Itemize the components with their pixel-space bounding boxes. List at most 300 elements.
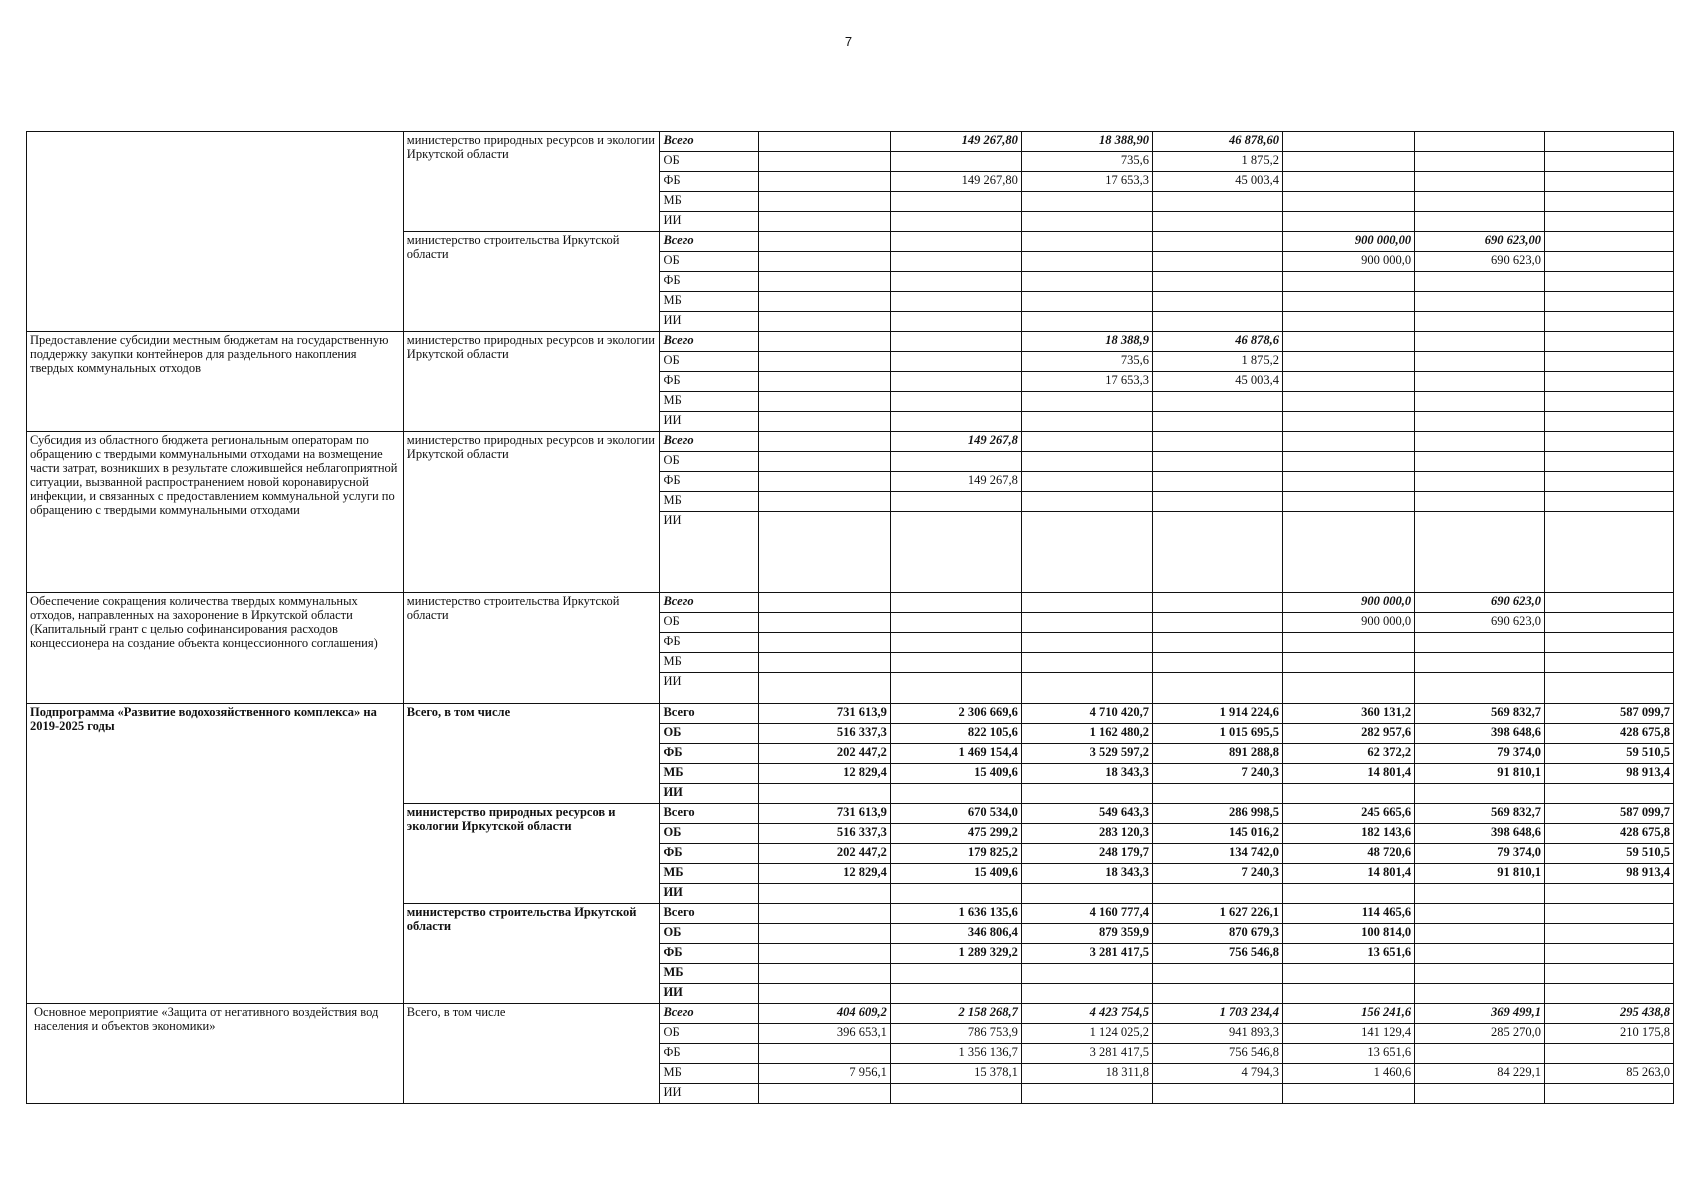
amount-cell: 179 825,2 bbox=[890, 844, 1021, 864]
amount-cell: 516 337,3 bbox=[758, 724, 890, 744]
executor-cell: Всего, в том числе bbox=[403, 1004, 660, 1104]
funding-source-label: МБ bbox=[660, 192, 758, 212]
amount-cell bbox=[890, 884, 1021, 904]
amount-cell: 369 499,1 bbox=[1415, 1004, 1545, 1024]
funding-source-label: ФБ bbox=[660, 844, 758, 864]
amount-cell: 1 703 234,4 bbox=[1152, 1004, 1282, 1024]
amount-cell bbox=[1021, 412, 1152, 432]
amount-cell bbox=[1415, 452, 1545, 472]
amount-cell: 396 653,1 bbox=[758, 1024, 890, 1044]
amount-cell bbox=[1282, 292, 1414, 312]
amount-cell: 114 465,6 bbox=[1282, 904, 1414, 924]
amount-cell bbox=[1415, 292, 1545, 312]
amount-cell bbox=[1282, 192, 1414, 212]
amount-cell: 398 648,6 bbox=[1415, 824, 1545, 844]
amount-cell bbox=[890, 653, 1021, 673]
amount-cell bbox=[1282, 512, 1414, 593]
amount-cell: 85 263,0 bbox=[1545, 1064, 1674, 1084]
amount-cell bbox=[890, 984, 1021, 1004]
amount-cell bbox=[1545, 172, 1674, 192]
amount-cell bbox=[1415, 512, 1545, 593]
amount-cell: 84 229,1 bbox=[1415, 1064, 1545, 1084]
amount-cell: 1 124 025,2 bbox=[1021, 1024, 1152, 1044]
amount-cell bbox=[890, 232, 1021, 252]
amount-cell bbox=[758, 212, 890, 232]
activity-description-cell bbox=[27, 132, 404, 332]
amount-cell bbox=[1545, 944, 1674, 964]
funding-source-label: ФБ bbox=[660, 272, 758, 292]
amount-cell bbox=[1152, 673, 1282, 704]
amount-cell bbox=[1021, 613, 1152, 633]
amount-cell: 15 378,1 bbox=[890, 1064, 1021, 1084]
amount-cell: 428 675,8 bbox=[1545, 724, 1674, 744]
amount-cell: 134 742,0 bbox=[1152, 844, 1282, 864]
amount-cell: 295 438,8 bbox=[1545, 1004, 1674, 1024]
amount-cell: 18 343,3 bbox=[1021, 864, 1152, 884]
funding-source-label: ИИ bbox=[660, 884, 758, 904]
amount-cell: 46 878,60 bbox=[1152, 132, 1282, 152]
amount-cell bbox=[890, 212, 1021, 232]
amount-cell bbox=[758, 332, 890, 352]
amount-cell bbox=[1282, 332, 1414, 352]
amount-cell bbox=[1545, 232, 1674, 252]
amount-cell: 145 016,2 bbox=[1152, 824, 1282, 844]
amount-cell: 549 643,3 bbox=[1021, 804, 1152, 824]
amount-cell bbox=[1282, 472, 1414, 492]
funding-source-label: ФБ bbox=[660, 372, 758, 392]
executor-cell: министерство строительства Иркутской области bbox=[403, 232, 660, 332]
funding-source-label: ИИ bbox=[660, 512, 758, 593]
funding-source-label: Всего bbox=[660, 804, 758, 824]
amount-cell: 1 469 154,4 bbox=[890, 744, 1021, 764]
amount-cell bbox=[1282, 152, 1414, 172]
amount-cell bbox=[758, 172, 890, 192]
amount-cell bbox=[758, 492, 890, 512]
executor-cell: министерство природных ресурсов и экологии Иркутской области bbox=[403, 432, 660, 593]
amount-cell bbox=[1545, 472, 1674, 492]
amount-cell bbox=[890, 593, 1021, 613]
amount-cell bbox=[758, 512, 890, 593]
amount-cell bbox=[758, 432, 890, 452]
amount-cell: 13 651,6 bbox=[1282, 944, 1414, 964]
amount-cell bbox=[890, 964, 1021, 984]
amount-cell: 900 000,0 bbox=[1282, 613, 1414, 633]
amount-cell bbox=[890, 332, 1021, 352]
amount-cell: 1 914 224,6 bbox=[1152, 704, 1282, 724]
amount-cell bbox=[1545, 372, 1674, 392]
funding-source-label: ИИ bbox=[660, 412, 758, 432]
amount-cell: 1 356 136,7 bbox=[890, 1044, 1021, 1064]
amount-cell bbox=[1021, 252, 1152, 272]
amount-cell bbox=[1545, 924, 1674, 944]
amount-cell bbox=[890, 312, 1021, 332]
amount-cell bbox=[1545, 904, 1674, 924]
amount-cell bbox=[758, 272, 890, 292]
amount-cell bbox=[1282, 633, 1414, 653]
amount-cell bbox=[1021, 432, 1152, 452]
amount-cell: 786 753,9 bbox=[890, 1024, 1021, 1044]
amount-cell bbox=[1152, 292, 1282, 312]
amount-cell: 12 829,4 bbox=[758, 864, 890, 884]
amount-cell: 46 878,6 bbox=[1152, 332, 1282, 352]
amount-cell bbox=[890, 784, 1021, 804]
activity-description-cell: Подпрограмма «Развитие водохозяйственного комплекса» на 2019-2025 годы bbox=[27, 704, 404, 1004]
amount-cell bbox=[1021, 984, 1152, 1004]
amount-cell: 516 337,3 bbox=[758, 824, 890, 844]
funding-source-label: Всего bbox=[660, 904, 758, 924]
funding-source-label: ОБ bbox=[660, 252, 758, 272]
amount-cell bbox=[1415, 432, 1545, 452]
amount-cell bbox=[1152, 272, 1282, 292]
amount-cell bbox=[1021, 653, 1152, 673]
funding-source-label: ОБ bbox=[660, 452, 758, 472]
amount-cell bbox=[890, 452, 1021, 472]
amount-cell: 1 636 135,6 bbox=[890, 904, 1021, 924]
amount-cell bbox=[1545, 784, 1674, 804]
amount-cell bbox=[1545, 312, 1674, 332]
amount-cell: 360 131,2 bbox=[1282, 704, 1414, 724]
funding-source-label: ИИ bbox=[660, 984, 758, 1004]
amount-cell: 62 372,2 bbox=[1282, 744, 1414, 764]
amount-cell bbox=[1152, 472, 1282, 492]
amount-cell bbox=[890, 192, 1021, 212]
funding-source-label: ИИ bbox=[660, 784, 758, 804]
amount-cell bbox=[1545, 633, 1674, 653]
executor-cell: министерство природных ресурсов и экологии Иркутской области bbox=[403, 804, 660, 904]
amount-cell bbox=[1021, 964, 1152, 984]
amount-cell bbox=[1152, 432, 1282, 452]
amount-cell bbox=[1282, 392, 1414, 412]
amount-cell: 17 653,3 bbox=[1021, 372, 1152, 392]
activity-description-cell: Предоставление субсидии местным бюджетам на государственную поддержку закупки контейнеров для раздельного накопления твердых коммунальных отходов bbox=[27, 332, 404, 432]
amount-cell bbox=[758, 673, 890, 704]
amount-cell: 587 099,7 bbox=[1545, 704, 1674, 724]
funding-source-label: МБ bbox=[660, 764, 758, 784]
amount-cell bbox=[758, 924, 890, 944]
amount-cell bbox=[1415, 653, 1545, 673]
amount-cell bbox=[1545, 653, 1674, 673]
amount-cell: 7 240,3 bbox=[1152, 764, 1282, 784]
amount-cell bbox=[1545, 272, 1674, 292]
amount-cell: 45 003,4 bbox=[1152, 372, 1282, 392]
amount-cell: 690 623,0 bbox=[1415, 252, 1545, 272]
amount-cell bbox=[890, 613, 1021, 633]
executor-cell: министерство строительства Иркутской области bbox=[403, 593, 660, 704]
executor-cell: министерство природных ресурсов и экологии Иркутской области bbox=[403, 332, 660, 432]
amount-cell: 48 720,6 bbox=[1282, 844, 1414, 864]
funding-source-label: МБ bbox=[660, 1064, 758, 1084]
amount-cell bbox=[1415, 212, 1545, 232]
amount-cell: 285 270,0 bbox=[1415, 1024, 1545, 1044]
amount-cell bbox=[1415, 944, 1545, 964]
amount-cell bbox=[1152, 412, 1282, 432]
amount-cell bbox=[1415, 1084, 1545, 1104]
amount-cell: 1 162 480,2 bbox=[1021, 724, 1152, 744]
funding-source-label: ОБ bbox=[660, 924, 758, 944]
amount-cell bbox=[1282, 673, 1414, 704]
amount-cell: 18 343,3 bbox=[1021, 764, 1152, 784]
funding-source-label: ФБ bbox=[660, 633, 758, 653]
amount-cell bbox=[1415, 884, 1545, 904]
funding-source-label: ОБ bbox=[660, 824, 758, 844]
funding-source-label: ФБ bbox=[660, 172, 758, 192]
amount-cell: 1 289 329,2 bbox=[890, 944, 1021, 964]
funding-source-label: Всего bbox=[660, 432, 758, 452]
amount-cell: 7 240,3 bbox=[1152, 864, 1282, 884]
amount-cell: 59 510,5 bbox=[1545, 844, 1674, 864]
funding-source-label: Всего bbox=[660, 132, 758, 152]
amount-cell: 91 810,1 bbox=[1415, 864, 1545, 884]
amount-cell: 210 175,8 bbox=[1545, 1024, 1674, 1044]
amount-cell bbox=[758, 784, 890, 804]
table-row bbox=[27, 1004, 1674, 1024]
amount-cell bbox=[1021, 784, 1152, 804]
amount-cell: 286 998,5 bbox=[1152, 804, 1282, 824]
amount-cell bbox=[1152, 192, 1282, 212]
funding-source-label: МБ bbox=[660, 653, 758, 673]
amount-cell bbox=[890, 512, 1021, 593]
amount-cell bbox=[758, 392, 890, 412]
amount-cell: 248 179,7 bbox=[1021, 844, 1152, 864]
amount-cell: 891 288,8 bbox=[1152, 744, 1282, 764]
amount-cell bbox=[1545, 292, 1674, 312]
amount-cell bbox=[1282, 964, 1414, 984]
amount-cell: 404 609,2 bbox=[758, 1004, 890, 1024]
amount-cell: 79 374,0 bbox=[1415, 744, 1545, 764]
amount-cell: 18 388,9 bbox=[1021, 332, 1152, 352]
amount-cell: 156 241,6 bbox=[1282, 1004, 1414, 1024]
funding-source-label: МБ bbox=[660, 292, 758, 312]
amount-cell bbox=[1415, 332, 1545, 352]
amount-cell: 4 710 420,7 bbox=[1021, 704, 1152, 724]
amount-cell: 13 651,6 bbox=[1282, 1044, 1414, 1064]
amount-cell: 149 267,8 bbox=[890, 472, 1021, 492]
amount-cell bbox=[1545, 673, 1674, 704]
funding-source-label: ИИ bbox=[660, 212, 758, 232]
amount-cell: 475 299,2 bbox=[890, 824, 1021, 844]
amount-cell: 7 956,1 bbox=[758, 1064, 890, 1084]
amount-cell bbox=[1545, 884, 1674, 904]
amount-cell bbox=[758, 312, 890, 332]
amount-cell bbox=[1545, 352, 1674, 372]
amount-cell bbox=[1152, 212, 1282, 232]
amount-cell bbox=[1152, 392, 1282, 412]
amount-cell bbox=[1545, 512, 1674, 593]
budget-table-body bbox=[27, 132, 1674, 1104]
amount-cell: 14 801,4 bbox=[1282, 764, 1414, 784]
executor-cell: министерство природных ресурсов и экологии Иркутской области bbox=[403, 132, 660, 232]
amount-cell bbox=[758, 412, 890, 432]
amount-cell: 822 105,6 bbox=[890, 724, 1021, 744]
amount-cell: 569 832,7 bbox=[1415, 704, 1545, 724]
amount-cell bbox=[1415, 633, 1545, 653]
amount-cell: 91 810,1 bbox=[1415, 764, 1545, 784]
amount-cell: 202 447,2 bbox=[758, 844, 890, 864]
amount-cell: 18 388,90 bbox=[1021, 132, 1152, 152]
amount-cell: 735,6 bbox=[1021, 352, 1152, 372]
amount-cell bbox=[1282, 372, 1414, 392]
amount-cell: 98 913,4 bbox=[1545, 864, 1674, 884]
funding-source-label: ОБ bbox=[660, 724, 758, 744]
amount-cell bbox=[1545, 1084, 1674, 1104]
amount-cell bbox=[1152, 964, 1282, 984]
amount-cell: 398 648,6 bbox=[1415, 724, 1545, 744]
amount-cell bbox=[1282, 1084, 1414, 1104]
amount-cell bbox=[1545, 613, 1674, 633]
amount-cell: 587 099,7 bbox=[1545, 804, 1674, 824]
amount-cell bbox=[758, 252, 890, 272]
table-row bbox=[27, 704, 1674, 724]
amount-cell: 900 000,00 bbox=[1282, 232, 1414, 252]
amount-cell: 756 546,8 bbox=[1152, 944, 1282, 964]
amount-cell: 14 801,4 bbox=[1282, 864, 1414, 884]
amount-cell: 670 534,0 bbox=[890, 804, 1021, 824]
funding-source-label: Всего bbox=[660, 332, 758, 352]
amount-cell bbox=[1282, 352, 1414, 372]
amount-cell: 79 374,0 bbox=[1415, 844, 1545, 864]
amount-cell: 17 653,3 bbox=[1021, 172, 1152, 192]
amount-cell bbox=[890, 392, 1021, 412]
amount-cell bbox=[1415, 673, 1545, 704]
amount-cell bbox=[1152, 613, 1282, 633]
amount-cell bbox=[1021, 392, 1152, 412]
amount-cell bbox=[890, 272, 1021, 292]
amount-cell: 4 423 754,5 bbox=[1021, 1004, 1152, 1024]
amount-cell bbox=[1282, 452, 1414, 472]
amount-cell bbox=[1415, 784, 1545, 804]
amount-cell bbox=[1545, 412, 1674, 432]
amount-cell bbox=[1152, 492, 1282, 512]
amount-cell bbox=[1152, 452, 1282, 472]
amount-cell bbox=[1152, 1084, 1282, 1104]
amount-cell bbox=[758, 944, 890, 964]
amount-cell bbox=[758, 884, 890, 904]
amount-cell bbox=[1282, 653, 1414, 673]
amount-cell bbox=[1152, 984, 1282, 1004]
amount-cell bbox=[1282, 132, 1414, 152]
amount-cell bbox=[1021, 673, 1152, 704]
amount-cell bbox=[1415, 492, 1545, 512]
executor-cell: Всего, в том числе bbox=[403, 704, 660, 804]
amount-cell: 282 957,6 bbox=[1282, 724, 1414, 744]
amount-cell bbox=[1545, 964, 1674, 984]
amount-cell bbox=[758, 232, 890, 252]
amount-cell bbox=[890, 633, 1021, 653]
amount-cell: 182 143,6 bbox=[1282, 824, 1414, 844]
amount-cell bbox=[1282, 272, 1414, 292]
funding-source-label: ФБ bbox=[660, 1044, 758, 1064]
amount-cell: 3 281 417,5 bbox=[1021, 944, 1152, 964]
amount-cell bbox=[1545, 432, 1674, 452]
amount-cell bbox=[1021, 512, 1152, 593]
amount-cell bbox=[758, 964, 890, 984]
table-row bbox=[27, 132, 1674, 152]
amount-cell: 1 875,2 bbox=[1152, 352, 1282, 372]
funding-source-label: Всего bbox=[660, 232, 758, 252]
amount-cell: 3 281 417,5 bbox=[1021, 1044, 1152, 1064]
amount-cell: 690 623,00 bbox=[1415, 232, 1545, 252]
amount-cell: 879 359,9 bbox=[1021, 924, 1152, 944]
amount-cell bbox=[758, 132, 890, 152]
amount-cell bbox=[890, 673, 1021, 704]
amount-cell bbox=[758, 372, 890, 392]
amount-cell: 756 546,8 bbox=[1152, 1044, 1282, 1064]
amount-cell: 4 160 777,4 bbox=[1021, 904, 1152, 924]
amount-cell bbox=[1021, 452, 1152, 472]
amount-cell bbox=[758, 292, 890, 312]
amount-cell bbox=[758, 593, 890, 613]
amount-cell bbox=[1415, 372, 1545, 392]
funding-source-label: ОБ bbox=[660, 152, 758, 172]
amount-cell: 59 510,5 bbox=[1545, 744, 1674, 764]
amount-cell bbox=[1415, 412, 1545, 432]
amount-cell bbox=[758, 984, 890, 1004]
amount-cell bbox=[1545, 152, 1674, 172]
amount-cell bbox=[1152, 884, 1282, 904]
amount-cell bbox=[1021, 884, 1152, 904]
amount-cell bbox=[1545, 492, 1674, 512]
amount-cell: 245 665,6 bbox=[1282, 804, 1414, 824]
amount-cell bbox=[1545, 984, 1674, 1004]
amount-cell bbox=[1282, 312, 1414, 332]
amount-cell bbox=[758, 1084, 890, 1104]
amount-cell: 1 015 695,5 bbox=[1152, 724, 1282, 744]
amount-cell bbox=[1545, 212, 1674, 232]
amount-cell: 141 129,4 bbox=[1282, 1024, 1414, 1044]
amount-cell: 731 613,9 bbox=[758, 804, 890, 824]
amount-cell: 870 679,3 bbox=[1152, 924, 1282, 944]
amount-cell: 15 409,6 bbox=[890, 864, 1021, 884]
amount-cell bbox=[1021, 593, 1152, 613]
amount-cell bbox=[1415, 172, 1545, 192]
amount-cell bbox=[1545, 1044, 1674, 1064]
amount-cell: 100 814,0 bbox=[1282, 924, 1414, 944]
amount-cell bbox=[758, 633, 890, 653]
funding-source-label: МБ bbox=[660, 492, 758, 512]
executor-cell: министерство строительства Иркутской области bbox=[403, 904, 660, 1004]
activity-description-cell: Обеспечение сокращения количества твердых коммунальных отходов, направленных на захоронение в Иркутской области (Капитальный грант с целью софинансирования расходов концессионера на создание объекта концессионного соглашения) bbox=[27, 593, 404, 704]
amount-cell bbox=[1021, 212, 1152, 232]
amount-cell bbox=[1415, 964, 1545, 984]
amount-cell bbox=[758, 152, 890, 172]
funding-source-label: Всего bbox=[660, 704, 758, 724]
amount-cell bbox=[1152, 232, 1282, 252]
amount-cell bbox=[758, 1044, 890, 1064]
amount-cell bbox=[1282, 984, 1414, 1004]
amount-cell bbox=[1021, 192, 1152, 212]
amount-cell bbox=[1021, 472, 1152, 492]
amount-cell bbox=[1021, 232, 1152, 252]
funding-source-label: МБ bbox=[660, 392, 758, 412]
funding-source-label: Всего bbox=[660, 1004, 758, 1024]
amount-cell bbox=[1415, 924, 1545, 944]
amount-cell bbox=[758, 653, 890, 673]
amount-cell: 1 627 226,1 bbox=[1152, 904, 1282, 924]
amount-cell: 346 806,4 bbox=[890, 924, 1021, 944]
funding-source-label: ИИ bbox=[660, 1084, 758, 1104]
activity-description-cell: Основное мероприятие «Защита от негативного воздействия вод населения и объектов экономики» bbox=[27, 1004, 404, 1104]
amount-cell bbox=[1545, 192, 1674, 212]
amount-cell bbox=[758, 352, 890, 372]
page-number: 7 bbox=[844, 34, 853, 49]
funding-source-label: Всего bbox=[660, 593, 758, 613]
amount-cell bbox=[890, 152, 1021, 172]
amount-cell: 149 267,80 bbox=[890, 132, 1021, 152]
amount-cell bbox=[1282, 412, 1414, 432]
amount-cell bbox=[758, 904, 890, 924]
funding-source-label: ИИ bbox=[660, 673, 758, 704]
amount-cell bbox=[890, 292, 1021, 312]
